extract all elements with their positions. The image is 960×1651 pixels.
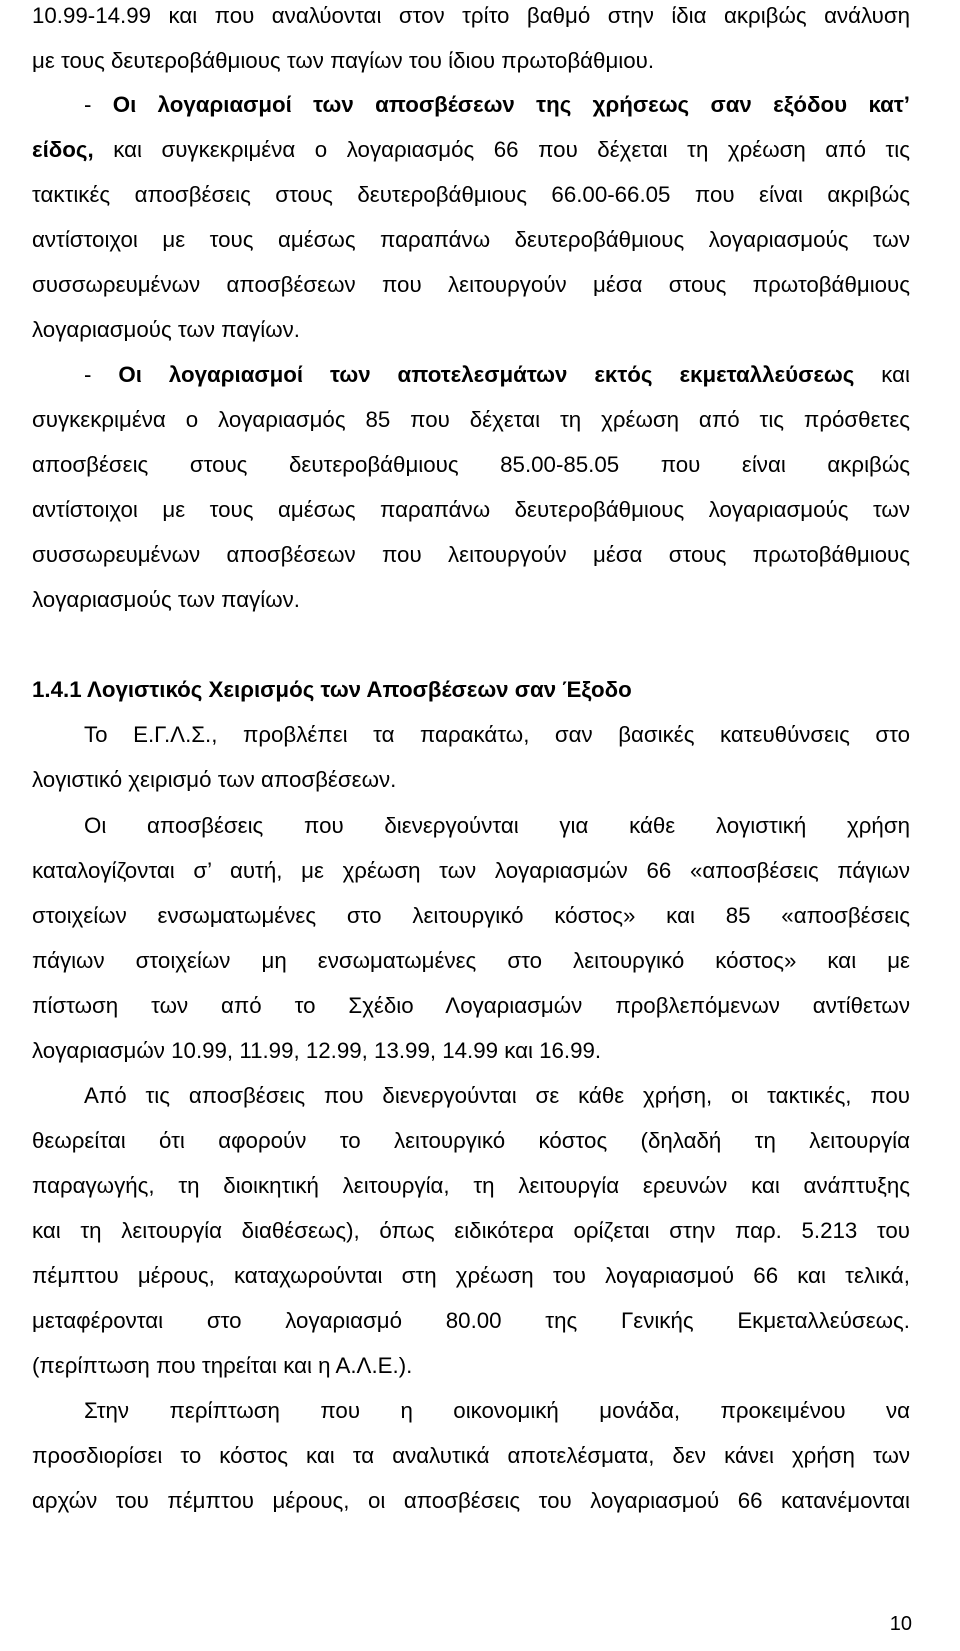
bullet-dash: -: [84, 362, 119, 387]
page-number: 10: [889, 1613, 912, 1635]
text-line: αντίστοιχοι με τους αμέσως παραπάνω δευτεροβάθμιους λογαριασμούς των: [32, 497, 910, 522]
text-line: λογιστικό χειρισμό των αποσβέσεων.: [32, 767, 397, 792]
bold-term: Οι λογαριασμοί των αποσβέσεων της χρήσεως σαν εξόδου κατ’: [112, 92, 910, 117]
text-line: πίστωση των από το Σχέδιο Λογαριασμών προβλεπόμενων αντίθετων: [32, 993, 910, 1018]
text-line: θεωρείται ότι αφορούν το λειτουργικό κόστος (δηλαδή τη λειτουργία: [32, 1128, 910, 1153]
text-line: πέμπτου μέρους, καταχωρούνται στη χρέωση του λογαριασμού 66 και τελικά,: [32, 1263, 910, 1288]
bold-term: Οι λογαριασμοί των αποτελεσμάτων εκτός εκμεταλλεύσεως: [118, 362, 855, 387]
text-line: αποσβέσεις στους δευτεροβάθμιους 85.00-85.05 που είναι ακριβώς: [32, 452, 910, 477]
text-line: με τους δευτεροβάθμιους των παγίων του ίδιου πρωτοβάθμιου.: [32, 48, 655, 73]
text-line: αντίστοιχοι με τους αμέσως παραπάνω δευτεροβάθμιους λογαριασμούς των: [32, 227, 910, 252]
text-line: λογαριασμούς των παγίων.: [32, 587, 300, 612]
text-line: συσσωρευμένων αποσβέσεων που λειτουργούν μέσα στους πρωτοβάθμιους: [32, 272, 910, 297]
text-line: Στην περίπτωση που η οικονομική μονάδα, προκειμένου να: [84, 1398, 910, 1423]
text-line: Οι αποσβέσεις που διενεργούνται για κάθε λογιστική χρήση: [84, 813, 910, 838]
text-line: και τη λειτουργία διαθέσεως), όπως ειδικότερα ορίζεται στην παρ. 5.213 του: [32, 1218, 910, 1243]
text-line: [32, 136, 910, 164]
bold-term: είδος,: [32, 137, 94, 162]
text-line: παραγωγής, τη διοικητική λειτουργία, τη λειτουργία ερευνών και ανάπτυξης: [32, 1173, 910, 1198]
text-span: και: [854, 362, 910, 387]
text-line: προσδιορίσει το κόστος και τα αναλυτικά αποτελέσματα, δεν κάνει χρήση των: [32, 1443, 910, 1468]
text-line: αρχών του πέμπτου μέρους, οι αποσβέσεις του λογαριασμού 66 κατανέμονται: [32, 1488, 910, 1513]
text-line: καταλογίζονται σ’ αυτή, με χρέωση των λογαριασμών 66 «αποσβέσεις πάγιων: [32, 858, 910, 883]
bullet-dash: -: [84, 92, 113, 117]
text-line: λογαριασμούς των παγίων.: [32, 317, 300, 342]
text-line: μεταφέρονται στο λογαριασμό 80.00 της Γενικής Εκμεταλλεύσεως.: [32, 1308, 910, 1333]
text-line: Από τις αποσβέσεις που διενεργούνται σε κάθε χρήση, οι τακτικές, που: [84, 1083, 910, 1108]
bullet-item: [32, 91, 910, 119]
text-line: 10.99-14.99 και που αναλύονται στον τρίτο βαθμό στην ίδια ακριβώς ανάλυση: [32, 3, 910, 28]
text-line: πάγιων στοιχείων μη ενσωματωμένες στο λειτουργικό κόστος» και με: [32, 948, 910, 973]
text-line: συσσωρευμένων αποσβέσεων που λειτουργούν μέσα στους πρωτοβάθμιους: [32, 542, 910, 567]
text-line: Το Ε.Γ.Λ.Σ., προβλέπει τα παρακάτω, σαν βασικές κατευθύνσεις στο: [84, 722, 910, 747]
section-heading: 1.4.1 Λογιστικός Χειρισμός των Αποσβέσεων σαν Έξοδο: [32, 677, 632, 702]
text-line: στοιχείων ενσωματωμένες στο λειτουργικό κόστος» και 85 «αποσβέσεις: [32, 903, 910, 928]
text-line: (περίπτωση που τηρείται και η Α.Λ.Ε.).: [32, 1353, 413, 1378]
bullet-item: [32, 361, 910, 389]
text-line: συγκεκριμένα ο λογαριασμός 85 που δέχεται τη χρέωση από τις πρόσθετες: [32, 407, 910, 432]
text-line: τακτικές αποσβέσεις στους δευτεροβάθμιους 66.00-66.05 που είναι ακριβώς: [32, 182, 910, 207]
text-line: λογαριασμών 10.99, 11.99, 12.99, 13.99, 14.99 και 16.99.: [32, 1038, 602, 1063]
text-span: και συγκεκριμένα ο λογαριασμός 66 που δέχεται τη χρέωση από τις: [93, 137, 910, 162]
